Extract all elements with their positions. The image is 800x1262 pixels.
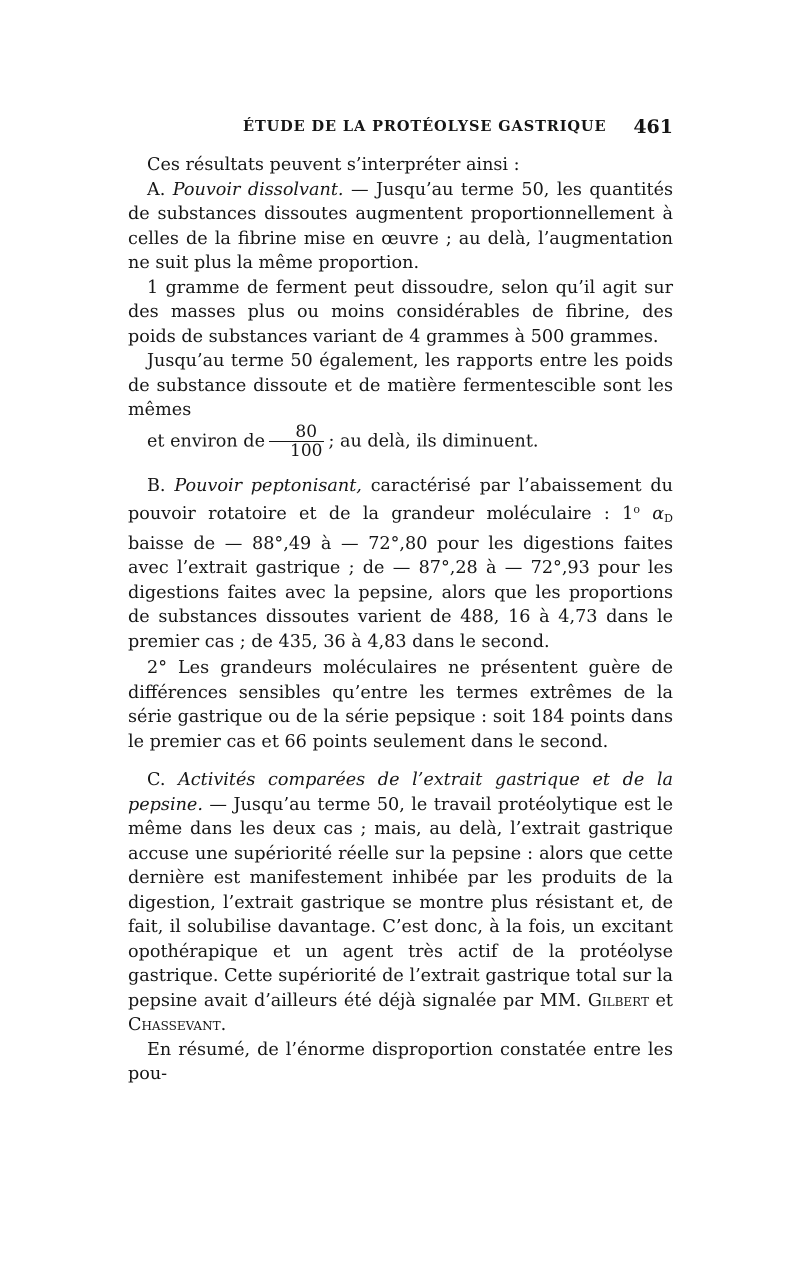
section-a-text: — Jusqu’au terme 50, les quantités de substances dissoutes augmentent proportionnellement à celles de la fibrine mise en œuvre ; au delà, l’augmentation ne suit plus la même proportion. [128,179,674,273]
intro-text: Ces résultats peuvent s’interpréter ainsi : [147,155,520,175]
section-a-label: A. [147,179,166,200]
fraction-line [128,423,673,460]
conjunction: et [655,990,673,1011]
fraction-denominator: 100 [290,440,323,461]
section-c-label: C. [147,770,166,790]
fraction-trail-text: ; au delà, ils diminuent. [328,431,539,451]
section-a-title: Pouvoir dissolvant. [172,179,344,200]
body-text [128,153,673,1087]
section-b-label: B. [147,475,166,496]
page-number: 461 [633,116,673,138]
page-header [128,116,673,140]
section-b-text-3: 2° Les grandeurs moléculaires ne présentent guère de différences sensibles qu’entre les termes extrêmes de la série gastrique ou de la série pepsique : soit 184 points dans le premier cas et 66 points seulement dans le second. [128,658,673,752]
intro-paragraph [128,153,673,178]
section-b-title: Pouvoir peptonisant, [174,475,362,496]
running-head: ÉTUDE DE LA PROTÉOLYSE GASTRIQUE [243,118,607,135]
section-c-title: Activités comparées de l’extrait gastrique et de la pepsine. [128,770,674,815]
author-name-gilbert: Gilbert [587,990,650,1011]
fraction-numerator: 80 [269,423,324,442]
sentence-end: . [220,1015,227,1035]
fraction [269,423,324,460]
alpha-symbol: α [652,504,665,524]
summary-paragraph [128,1038,673,1087]
summary-text: En résumé, de l’énorme disproportion constatée entre les pou- [128,1039,673,1084]
alpha-subscript: D [664,512,673,525]
author-name-chassevant: Chassevant [128,1015,221,1035]
section-a-text-3: Jusqu’au terme 50 également, les rapports entre les poids de substance dissoute et de matière fermentescible sont les mêmes [128,351,673,420]
section-a-paragraph-3 [128,349,673,423]
section-b-text-2: baisse de — 88°,49 à — 72°,80 pour les digestions faites avec l’extrait gastrique ; de — 87°,28 à — 72°,93 pour les digestions faites avec la pepsine, alors que les proportions de substances dissoutes varient de 488, 16 à 4,73 dans le premier cas ; de 435, 36 à 4,83 dans le second. [128,533,673,652]
ordinal-superscript: o [633,503,640,516]
section-b-text-1: caractérisé par l’abaissement du pouvoir rotatoire et de la grandeur moléculaire : 1 [128,475,674,524]
section-a-paragraph [128,178,673,276]
fraction-lead-text: et environ de [147,431,265,451]
section-b-paragraph-2 [128,656,673,754]
section-c-paragraph [128,768,673,1038]
section-a-paragraph-2 [128,276,673,350]
section-b-paragraph [128,474,673,655]
section-a-text-2: 1 gramme de ferment peut dissoudre, selon qu’il agit sur des masses plus ou moins considérables de fibrine, des poids de substances variant de 4 grammes à 500 grammes. [128,277,673,347]
section-c-text: — Jusqu’au terme 50, le travail protéolytique est le même dans les deux cas ; mais, au delà, l’extrait gastrique accuse une supériorité réelle sur la pepsine : alors que cette dernière est manifestement inhibée par les produits de la digestion, l’extrait gastrique se montre plus résistant et, de fait, il solubilise davantage. C’est donc, à la fois, un excitant opothérapique et un agent très actif de la protéolyse gastrique. Cette supériorité de l’extrait gastrique total sur la pepsine avait d’ailleurs été déjà signalée par MM. [128,794,674,1011]
